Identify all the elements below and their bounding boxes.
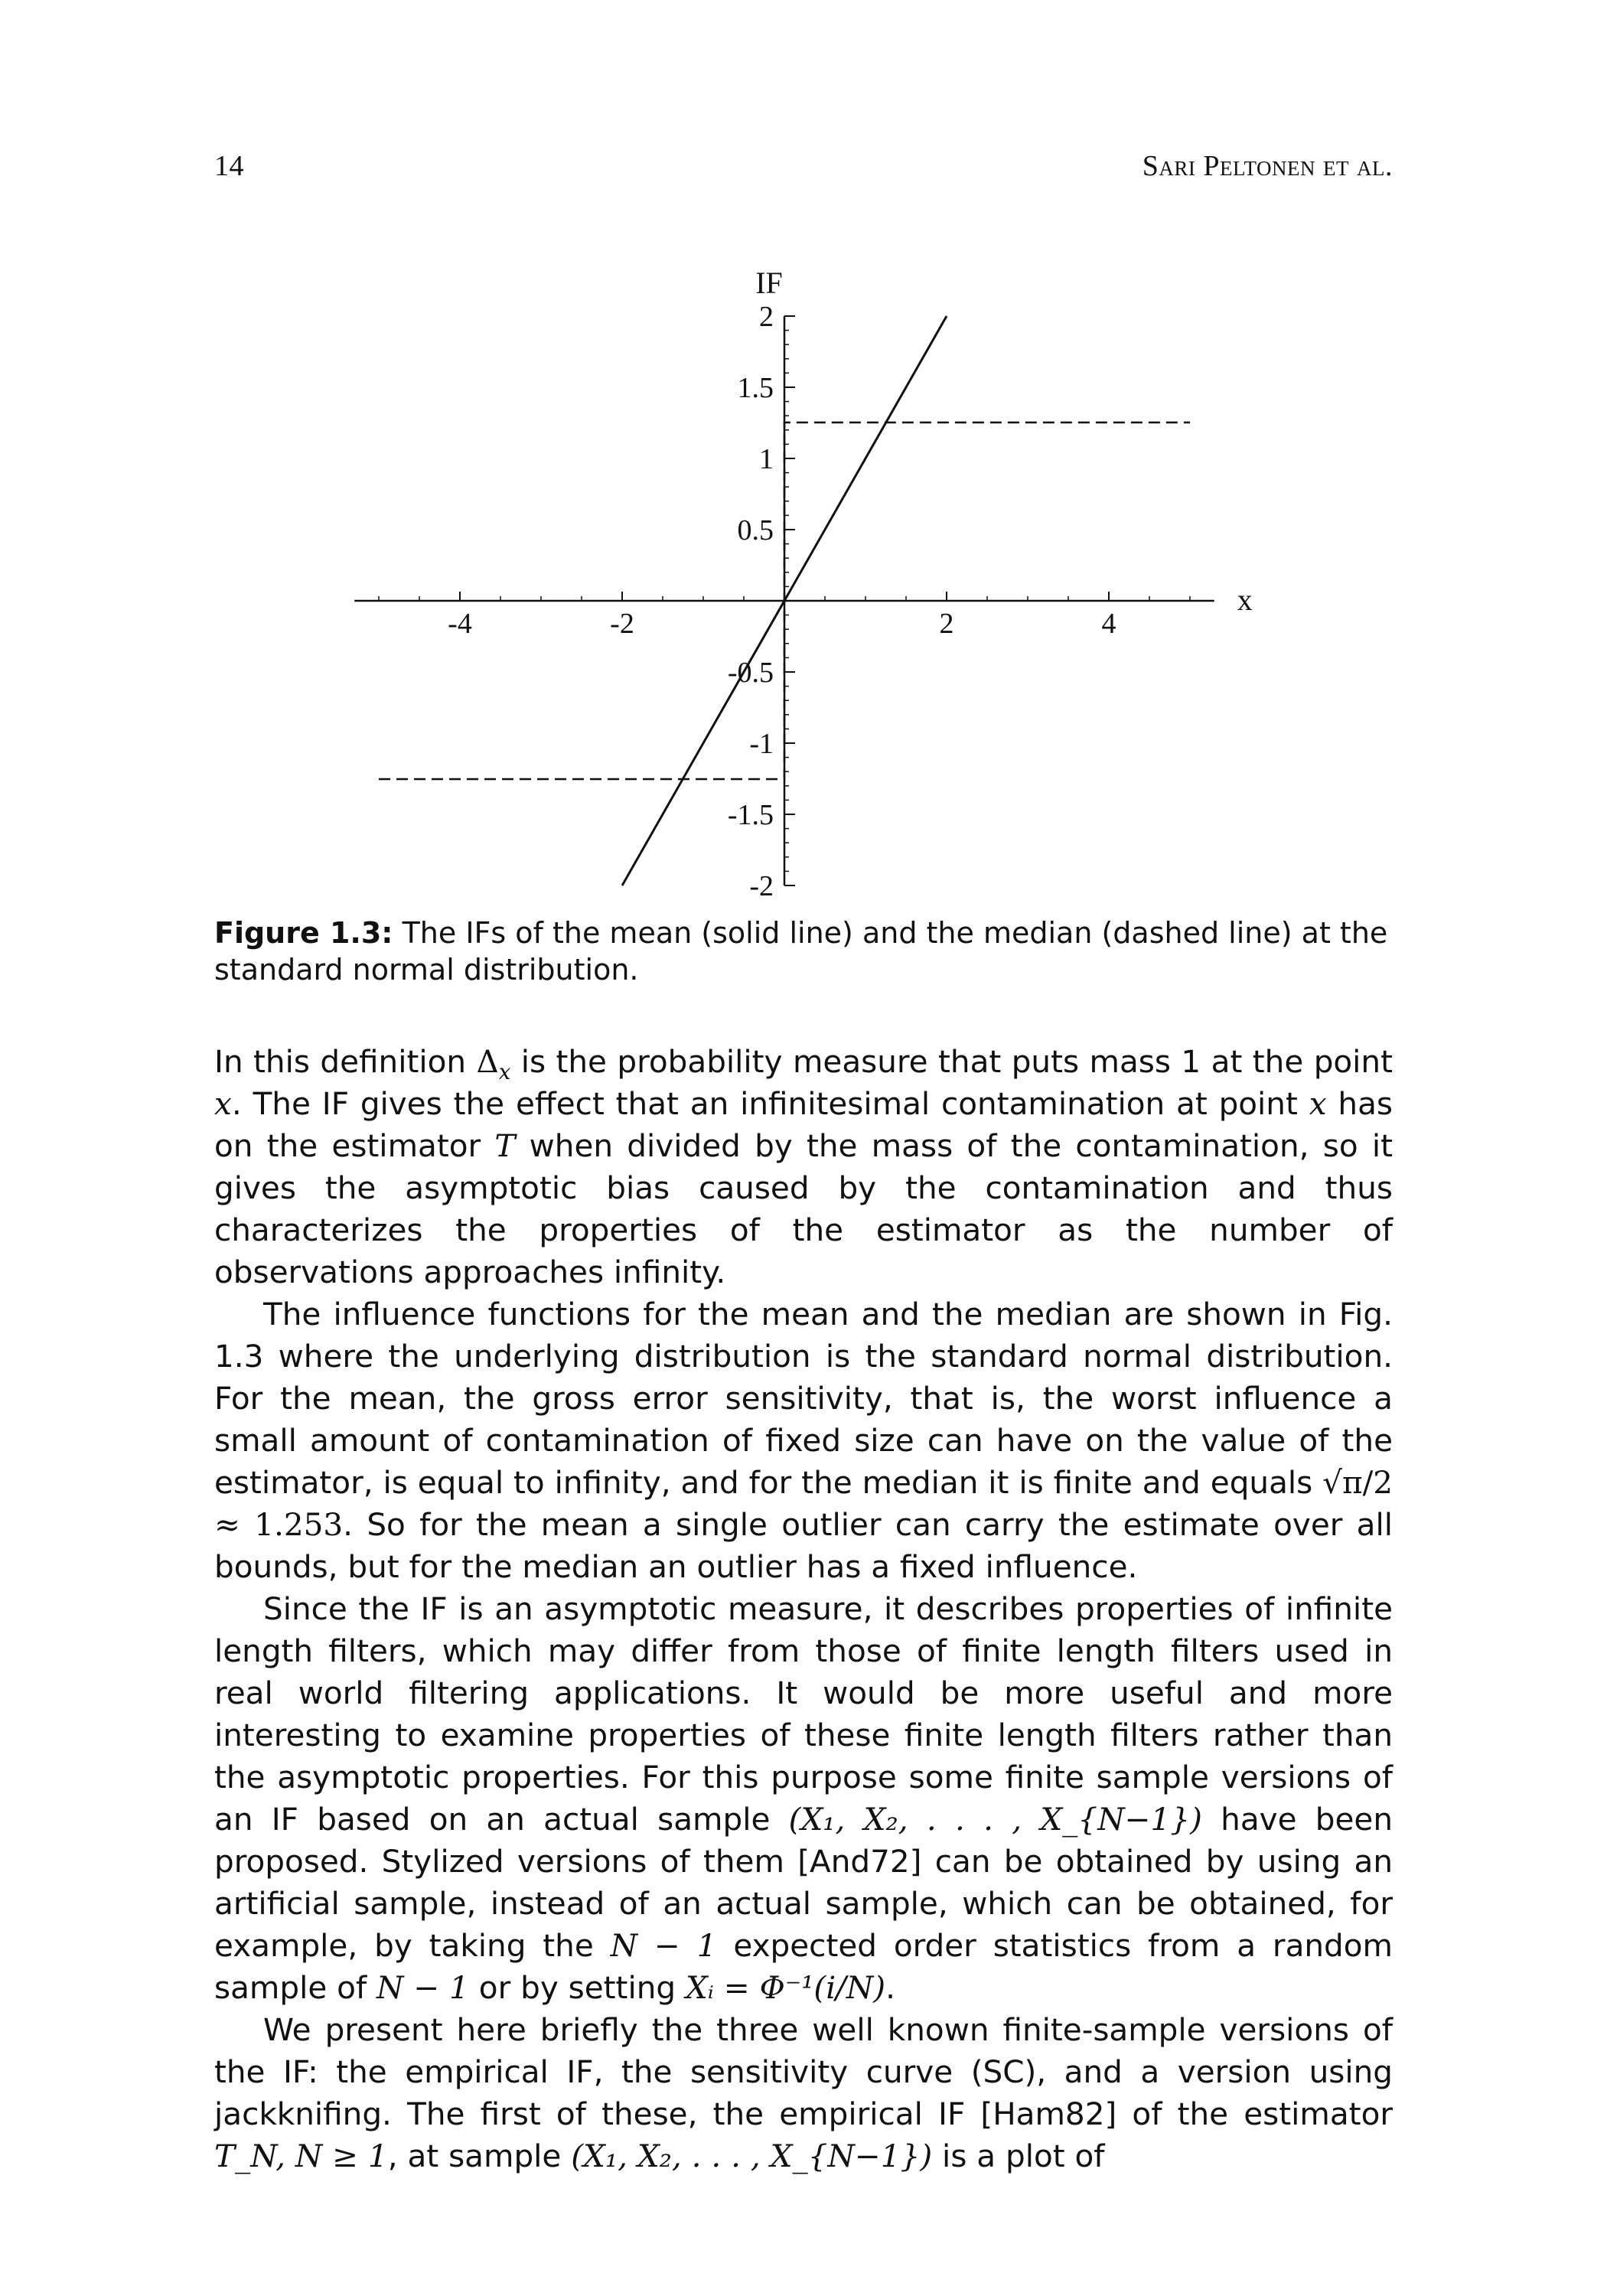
p2-text-b: . So for the mean a single outlier can carry the estimate over all bounds, but for the median an outlier has a fixed influence. xyxy=(214,1506,1393,1585)
p3-n2: N − 1 xyxy=(376,1969,469,2006)
p4-tn: T_N, N ≥ 1 xyxy=(214,2138,388,2174)
x-tick-label: -4 xyxy=(448,608,472,640)
p1-text-d: has on the estimator xyxy=(214,1085,1393,1164)
p3-xi: Xᵢ = Φ⁻¹(i/N) xyxy=(685,1969,886,2006)
y-tick-label: -0.5 xyxy=(727,657,774,689)
running-title: Sari Peltonen et al. xyxy=(1142,150,1393,182)
p2-text-a: The influence functions for the mean and the median are shown in Fig. 1.3 where the underlying distribution is the standard normal distribution. For the mean, the gross error sensitivity, that is, the worst influence a small amount of contamination of fixed size can have on the value of the estimator, is equal to infinity, and for the median it is finite and equals xyxy=(214,1296,1393,1501)
p1-text-e: when divided by the mass of the contamination, so it gives the asymptotic bias caused by the contamination and thus characterizes the properties of the estimator as the number of observations approaches infinity. xyxy=(214,1127,1393,1290)
y-tick-label: 0.5 xyxy=(737,514,774,546)
p4-text-a: We present here briefly the three well known finite-sample versions of the IF: the empirical IF, the sensitivity curve (SC), and a version using jackknifing. The first of these, the empirical IF [Ham82] of the estimator xyxy=(214,2011,1393,2132)
caption-label: Figure 1.3: xyxy=(214,916,393,950)
p2-formula: √π/2 ≈ 1.253 xyxy=(214,1464,1393,1543)
p3-text-b: have been proposed. Stylized versions of them [And72] can be obtained by using an artificial sample, instead of an actual sample, which can be obtained, for example, by taking the xyxy=(214,1801,1393,1964)
x-tick-label: -2 xyxy=(610,608,634,640)
y-tick-label: 1.5 xyxy=(737,372,774,404)
caption-text: The IFs of the mean (solid line) and the median (dashed line) at the standard normal distribution. xyxy=(214,916,1388,987)
p4-text-b: , at sample xyxy=(387,2138,572,2174)
p1-x2: x xyxy=(1309,1085,1327,1122)
p1-x1: x xyxy=(214,1085,232,1122)
p1-text-c: . The IF gives the effect that an infinitesimal contamination at point xyxy=(231,1085,1309,1122)
p4-sample: (X₁, X₂, . . . , X_{N−1}) xyxy=(571,2138,933,2174)
x-axis-label: x xyxy=(1237,582,1253,617)
paragraph-4 xyxy=(214,2009,1393,2177)
paragraph-1 xyxy=(214,1041,1393,1293)
p3-text-d: or by setting xyxy=(468,1969,686,2006)
y-tick-label: -1.5 xyxy=(727,799,774,831)
p1-delta: Δ xyxy=(476,1043,499,1080)
p1-delta-sub: x xyxy=(498,1060,511,1085)
y-tick-label: 2 xyxy=(759,301,774,333)
x-tick-label: 2 xyxy=(939,608,954,640)
p3-text-a: Since the IF is an asymptotic measure, it describes properties of infinite length filters, which may differ from those of finite length filters used in real world filtering applications. It would be more useful and more interesting to examine properties of these finite length filters rather than the asymptotic properties. For this purpose some finite sample versions of an IF based on an actual sample xyxy=(214,1590,1393,1838)
p4-text-c: is a plot of xyxy=(932,2138,1105,2174)
y-tick-label: -2 xyxy=(749,870,774,902)
p3-n1: N − 1 xyxy=(610,1927,717,1964)
body-text xyxy=(214,1041,1393,2177)
y-tick-label: -1 xyxy=(749,728,774,760)
paragraph-3 xyxy=(214,1588,1393,2009)
p1-text-b: is the probability measure that puts mass 1 at the point xyxy=(510,1043,1393,1080)
if-chart xyxy=(321,268,1286,903)
p1-T: T xyxy=(494,1127,516,1164)
p3-text-e: . xyxy=(885,1969,895,2006)
paragraph-2 xyxy=(214,1293,1393,1588)
y-axis-label: IF xyxy=(755,268,783,300)
p3-sample: (X₁, X₂, . . . , X_{N−1}) xyxy=(788,1801,1202,1838)
y-tick-label: 1 xyxy=(759,443,774,475)
figure-if-plot xyxy=(321,268,1286,903)
figure-caption xyxy=(214,915,1393,988)
x-tick-label: 4 xyxy=(1101,608,1116,640)
p1-text-a: In this definition xyxy=(214,1043,477,1080)
p3-text-c: expected order statistics from a random sample of xyxy=(214,1927,1393,2006)
page-number: 14 xyxy=(214,150,244,182)
